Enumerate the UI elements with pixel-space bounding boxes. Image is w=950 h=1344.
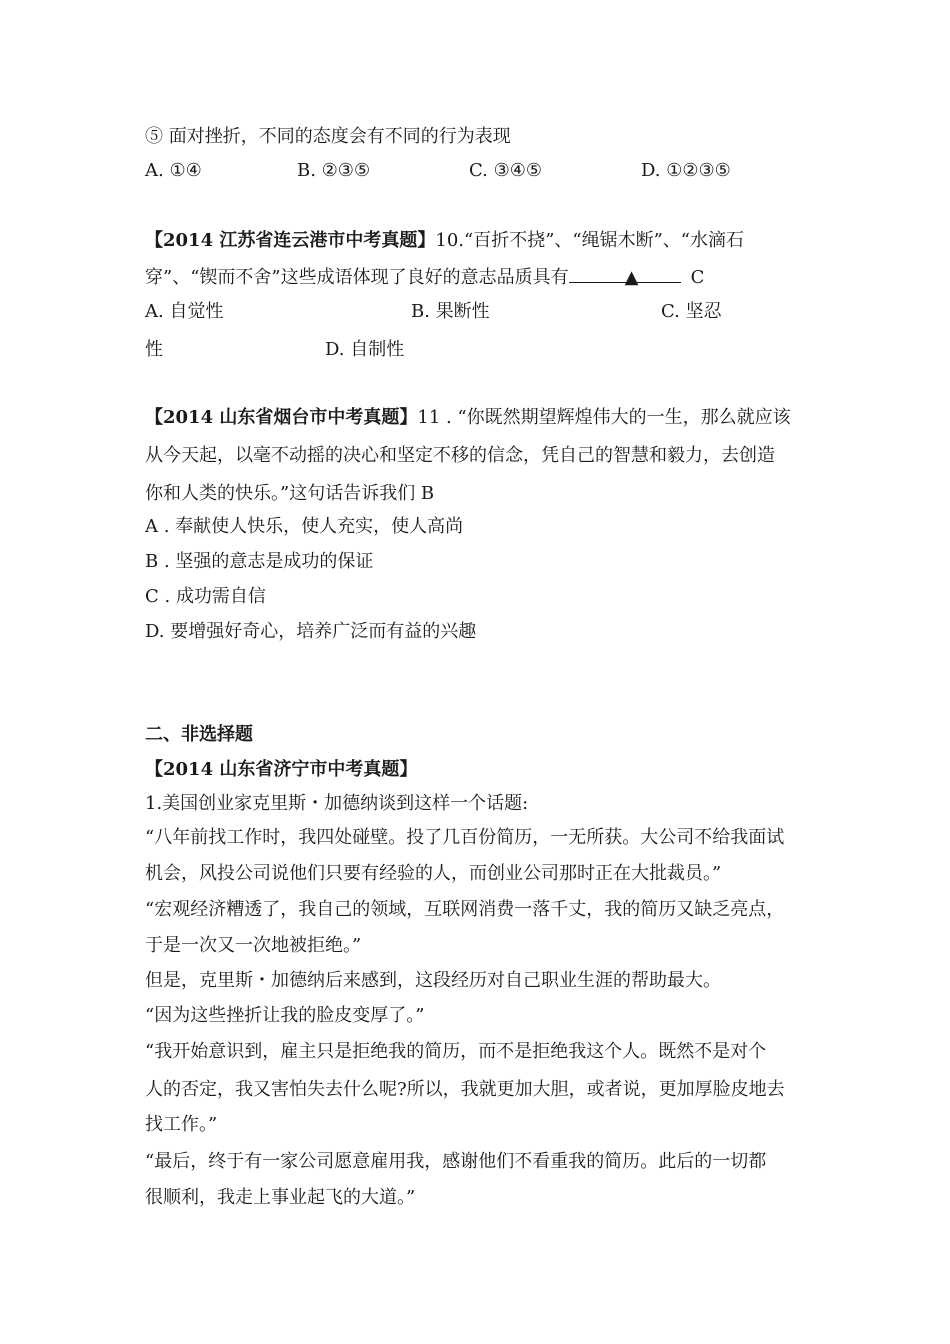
passage-line: “因为这些挫折让我的脸皮变厚了。” xyxy=(145,1005,425,1026)
q11-line-3: 你和人类的快乐。”这句话告诉我们 B xyxy=(145,483,435,504)
passage-line: 1.美国创业家克里斯・加德纳谈到这样一个话题: xyxy=(145,793,529,814)
q10-blank-mark: ▲ xyxy=(624,267,639,288)
q10-stem-2: 穿”、“锲而不舍”这些成语体现了良好的意志品质具有 xyxy=(145,267,569,288)
q11-option-c: C . 成功需自信 xyxy=(145,586,266,607)
passage-line: “宏观经济糟透了，我自己的领域，互联网消费一落千丈，我的简历又缺乏亮点， xyxy=(145,899,785,920)
q9-option-b: B. ②③⑤ xyxy=(297,160,371,181)
q10-blank-left xyxy=(569,266,625,283)
passage-line: 人的否定，我又害怕失去什么呢?所以，我就更加大胆，或者说，更加厚脸皮地去 xyxy=(145,1079,785,1100)
q10-stem-1: 10.“百折不挠”、“绳锯木断”、“水滴石 xyxy=(435,230,745,251)
q11-option-b: B . 坚强的意志是成功的保证 xyxy=(145,551,374,572)
passage-line: “八年前找工作时，我四处碰壁。投了几百份简历，一无所获。大公司不给我面试 xyxy=(145,827,785,848)
q10-option-d: D. 自制性 xyxy=(325,339,405,360)
section-heading: 二、非选择题 xyxy=(145,724,253,745)
q10-source: 【2014 江苏省连云港市中考真题】 xyxy=(145,230,436,251)
passage-line: 但是，克里斯・加德纳后来感到，这段经历对自己职业生涯的帮助最大。 xyxy=(145,970,721,991)
q10-option-a: A. 自觉性 xyxy=(145,301,224,322)
q11-option-d: D. 要增强好奇心，培养广泛而有益的兴趣 xyxy=(145,621,477,642)
q9-option-d: D. ①②③⑤ xyxy=(641,160,731,181)
q9-option-a: A. ①④ xyxy=(145,160,202,181)
q10-option-c-cont: 性 xyxy=(145,339,163,360)
q10-option-c: C. 坚忍 xyxy=(661,301,722,322)
q10-option-b: B. 果断性 xyxy=(411,301,490,322)
q11-option-a: A . 奉献使人快乐，使人充实，使人高尚 xyxy=(145,516,464,537)
q9-option-c: C. ③④⑤ xyxy=(469,160,542,181)
q11-source: 【2014 山东省烟台市中考真题】 xyxy=(145,407,418,428)
q10-blank-right xyxy=(624,266,681,288)
q10-line-1 xyxy=(145,229,744,253)
passage-line: 机会，风投公司说他们只要有经验的人，而创业公司那时正在大批裁员。” xyxy=(145,863,722,884)
q10-answer: C xyxy=(690,267,705,288)
passage-line: “我开始意识到，雇主只是拒绝我的简历，而不是拒绝我这个人。既然不是对个 xyxy=(145,1041,767,1062)
q11-stem-1: 11 . “你既然期望辉煌伟大的一生，那么就应该 xyxy=(417,407,791,428)
q11-line-2: 从今天起，以毫不动摇的决心和坚定不移的信念，凭自己的智慧和毅力，去创造 xyxy=(145,445,775,466)
passage-line: “最后，终于有一家公司愿意雇用我，感谢他们不看重我的简历。此后的一切都 xyxy=(145,1151,767,1172)
q10-line-2 xyxy=(145,266,704,290)
passage-line: 找工作。” xyxy=(145,1114,218,1135)
passage-line: 很顺利，我走上事业起飞的大道。” xyxy=(145,1187,416,1208)
q11-line-1 xyxy=(145,406,791,430)
section2-source: 【2014 山东省济宁市中考真题】 xyxy=(145,759,418,780)
q9-item-5: ⑤ 面对挫折，不同的态度会有不同的行为表现 xyxy=(145,126,511,147)
passage-line: 于是一次又一次地被拒绝。” xyxy=(145,935,362,956)
